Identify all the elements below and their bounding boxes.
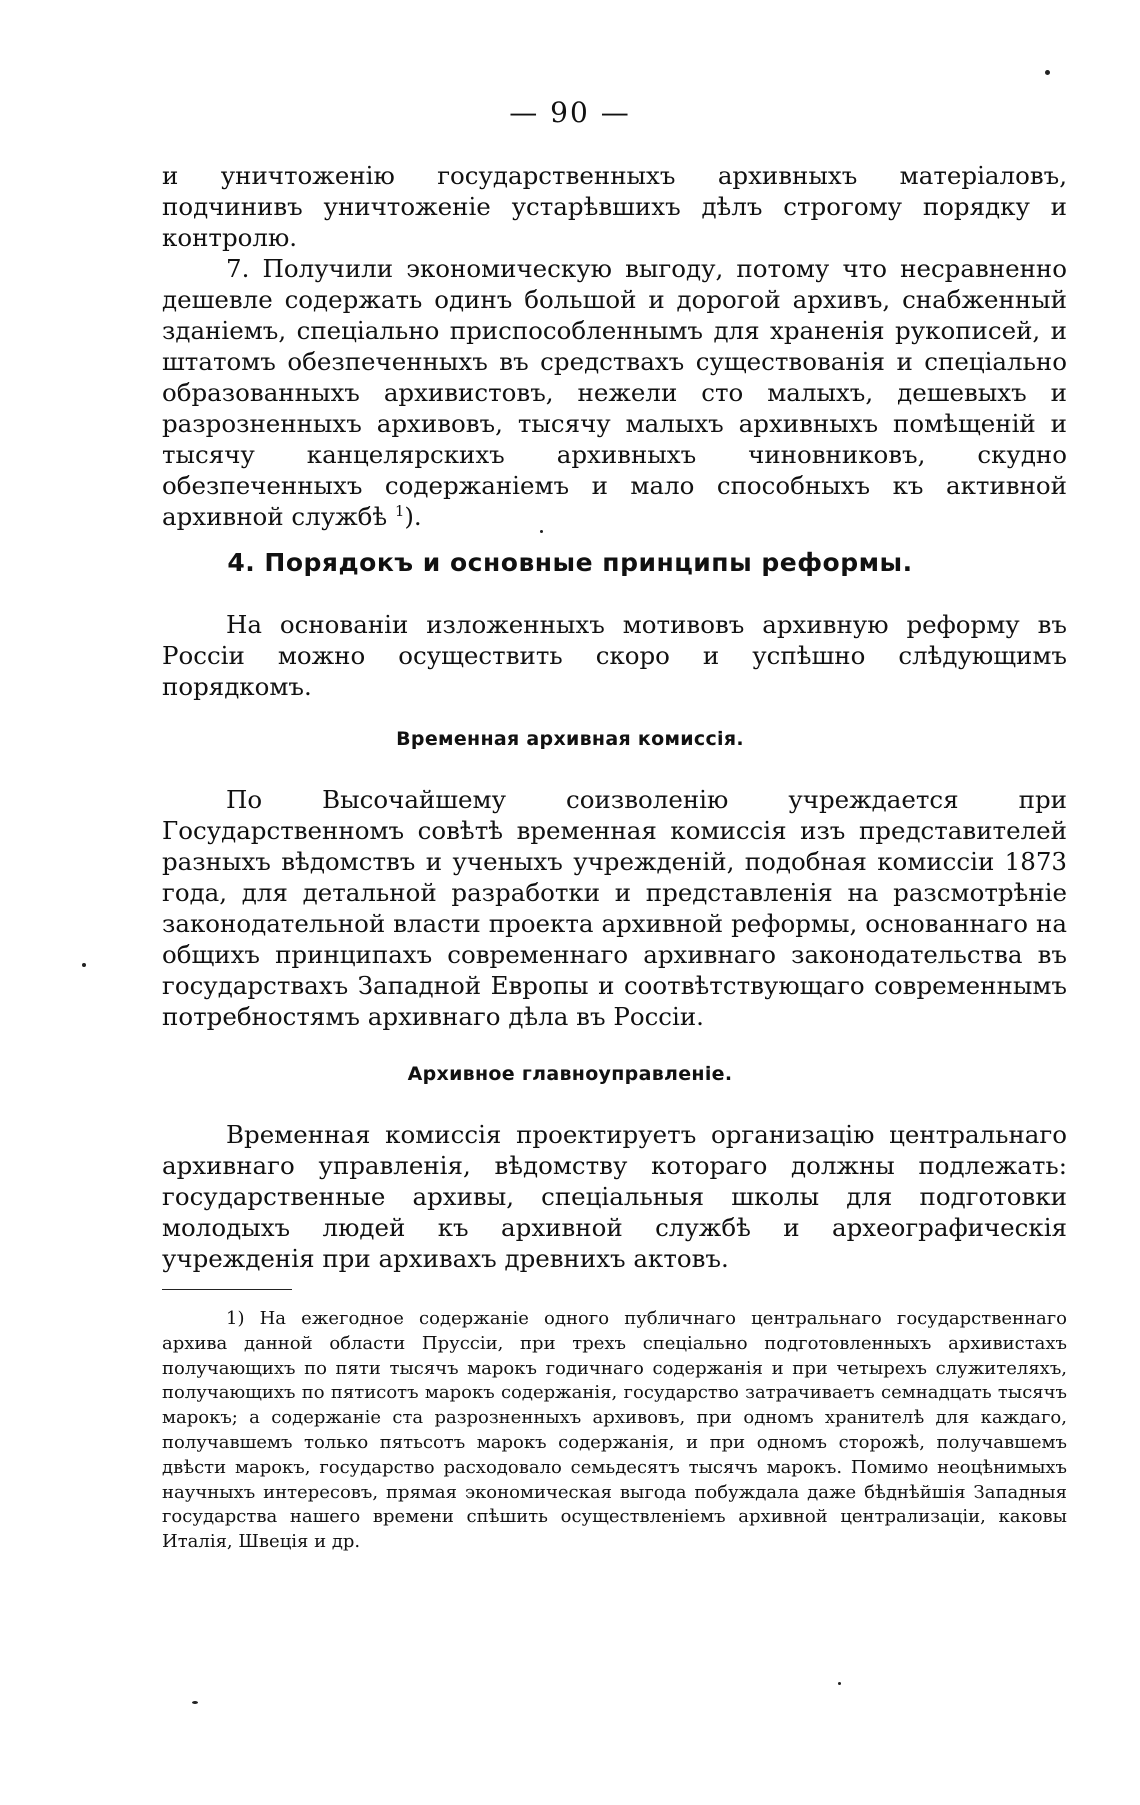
- paragraph-intro: На основаніи изложенныхъ мотивовъ архивную реформу въ Россіи можно осуществить скоро и успѣшно слѣдующимъ порядкомъ.: [162, 610, 1067, 701]
- footnote-marker: 1: [226, 1308, 238, 1329]
- subheading-commission: Временная архивная комиссія.: [396, 728, 744, 750]
- body-block-3: [162, 784, 1067, 1032]
- paragraph-item-7: [162, 253, 1067, 532]
- paragraph-continuation: и уничтоженію государственныхъ архивныхъ матеріаловъ, подчинивъ уничтоженіе устарѣвшихъ дѣлъ строгому порядку и контролю.: [162, 161, 1067, 252]
- body-block-4: [162, 1119, 1067, 1274]
- print-speck: [192, 1701, 198, 1704]
- body-block-1: [162, 160, 1067, 532]
- footnote-paragraph: [162, 1307, 1067, 1555]
- print-speck: [82, 963, 86, 967]
- page-number: — 90 —: [509, 96, 631, 129]
- subheading-admin: Архивное главноуправленіе.: [407, 1063, 733, 1085]
- footnote-reference[interactable]: 1: [395, 502, 405, 520]
- footnote-text: ) На ежегодное содержаніе одного публичнаго центральнаго государственнаго архива данной области Пруссіи, при трехъ спеціально подготовленныхъ архивистахъ получающихъ по пяти тысячъ марокъ годичнаго содержанія и при четырехъ служителяхъ, получающихъ по пятисотъ марокъ содержанія, государство затрачиваетъ семнадцать тысячъ марокъ; а содержаніе ста разрозненныхъ архивовъ, при одномъ хранителѣ для каждаго, получавшемъ только пятьсотъ марокъ содержанія, и при одномъ сторожѣ, получавшемъ двѣсти марокъ, государство расходовало семьдесятъ тысячъ марокъ. Помимо неоцѣнимыхъ научныхъ интересовъ, прямая экономическая выгода побуждала даже бѣднѣйшія Западныя государства нашего времени спѣшить осуществленіемъ архивной централизаціи, каковы Италія, Швеція и др.: [162, 1308, 1067, 1553]
- paragraph-commission: По Высочайшему соизволенію учреждается при Государственномъ совѣтѣ временная комиссія изъ представителей разныхъ вѣдомствъ и ученыхъ учрежденій, подобная комиссіи 1873 года, для детальной разработки и представленія на разсмотрѣніе законодательной власти проекта архивной реформы, основаннаго на общихъ принципахъ современнаго архивнаго законодательства въ государствахъ Западной Европы и соотвѣтствующаго современнымъ потребностямъ архивнаго дѣла въ Россіи.: [162, 785, 1067, 1031]
- print-speck: [1045, 70, 1050, 75]
- paragraph-admin: Временная комиссія проектируетъ организацію центральнаго архивнаго управленія, вѣдомству котораго должны подлежать: государственные архивы, спеціальныя школы для подготовки молодыхъ людей къ архивной службѣ и археографическія учрежденія при архивахъ древнихъ актовъ.: [162, 1120, 1067, 1273]
- footnote-divider: [162, 1289, 292, 1290]
- body-block-2: [162, 609, 1067, 702]
- paragraph-item-7-text: 7. Получили экономическую выгоду, потому что несравненно дешевле содержать одинъ большой и дорогой архивъ, снабженный зданіемъ, спеціально приспособленнымъ для храненія рукописей, и штатомъ обезпеченныхъ въ средствахъ существованія и спеціально образованныхъ архивистовъ, нежели сто малыхъ, дешевыхъ и разрозненныхъ архивовъ, тысячу малыхъ архивныхъ помѣщеній и тысячу канцелярскихъ архивныхъ чиновниковъ, скудно обезпеченныхъ содержаніемъ и мало способныхъ къ активной архивной службѣ: [162, 254, 1067, 531]
- footnote: [162, 1307, 1067, 1555]
- print-speck: [838, 1682, 841, 1685]
- section-heading: 4. Порядокъ и основные принципы реформы.: [227, 548, 913, 577]
- paragraph-item-7-end: ).: [404, 502, 422, 531]
